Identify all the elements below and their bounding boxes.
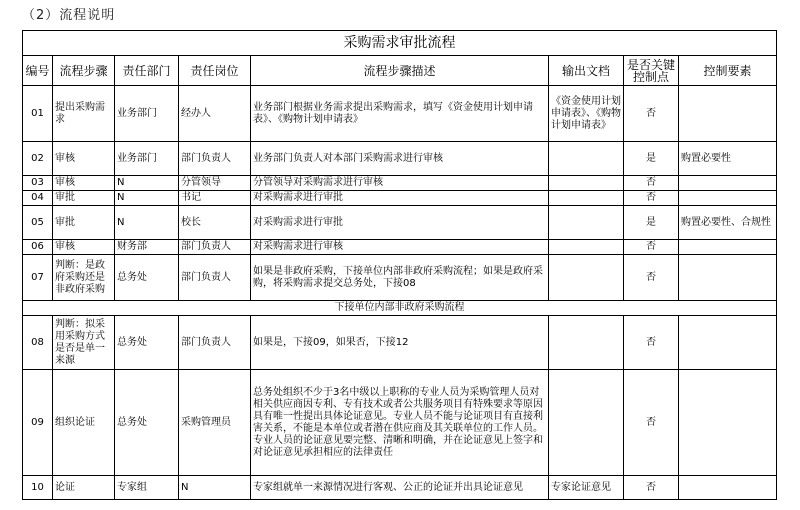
- row-key: 否: [624, 255, 679, 301]
- row-key: 否: [624, 316, 679, 370]
- row-id: 03: [23, 176, 53, 191]
- table-row: [23, 476, 777, 500]
- row-post: 部门负责人: [179, 316, 251, 370]
- row-desc: 对采购需求进行审核: [251, 240, 549, 255]
- row-ctrl: 购置必要性: [679, 142, 777, 176]
- table-row: [23, 176, 777, 191]
- row-id: 09: [23, 370, 53, 476]
- row-ctrl: 购置必要性、合规性: [679, 206, 777, 240]
- row-key: 否: [624, 86, 679, 142]
- row-desc: 分管领导对采购需求进行审核: [251, 176, 549, 191]
- row-doc: [549, 142, 624, 176]
- header-key: 是否关键控制点: [624, 56, 679, 86]
- row-key: 否: [624, 176, 679, 191]
- row-post: 分管领导: [179, 176, 251, 191]
- table-row: [23, 191, 777, 206]
- row-key: 否: [624, 476, 679, 500]
- row-doc: [549, 255, 624, 301]
- table-row: [23, 142, 777, 176]
- table-row: [23, 255, 777, 301]
- row-desc: 如果是，下接09，如果否，下接12: [251, 316, 549, 370]
- row-post: 书记: [179, 191, 251, 206]
- header-post: 责任岗位: [179, 56, 251, 86]
- table-row: [23, 206, 777, 240]
- row-desc: 对采购需求进行审批: [251, 206, 549, 240]
- row-post: 经办人: [179, 86, 251, 142]
- row-key: 否: [624, 191, 679, 206]
- table-row: [23, 240, 777, 255]
- header-dept: 责任部门: [115, 56, 179, 86]
- row-id: 02: [23, 142, 53, 176]
- row-dept: 业务部门: [115, 86, 179, 142]
- table-row: [23, 316, 777, 370]
- header-ctrl: 控制要素: [679, 56, 777, 86]
- row-dept: 总务处: [115, 255, 179, 301]
- row-doc: 专家论证意见: [549, 476, 624, 500]
- row-ctrl: [679, 191, 777, 206]
- row-id: 08: [23, 316, 53, 370]
- row-ctrl: [679, 476, 777, 500]
- row-step: 组织论证: [53, 370, 115, 476]
- row-id: 10: [23, 476, 53, 500]
- row-ctrl: [679, 240, 777, 255]
- table-title: 采购需求审批流程: [23, 31, 777, 56]
- row-dept: 财务部: [115, 240, 179, 255]
- row-doc: [549, 206, 624, 240]
- header-step: 流程步骤: [53, 56, 115, 86]
- row-dept: N: [115, 176, 179, 191]
- row-dept: 总务处: [115, 316, 179, 370]
- row-id: 07: [23, 255, 53, 301]
- row-doc: [549, 370, 624, 476]
- row-step: 审核: [53, 142, 115, 176]
- row-doc: [549, 240, 624, 255]
- row-desc: 如果是非政府采购，下接单位内部非政府采购流程；如果是政府采购，将采购需求提交总务处，下接08: [251, 255, 549, 301]
- row-dept: 业务部门: [115, 142, 179, 176]
- row-id: 06: [23, 240, 53, 255]
- row-id: 04: [23, 191, 53, 206]
- section-heading: （2）流程说明: [22, 8, 116, 23]
- row-post: 部门负责人: [179, 240, 251, 255]
- row-step: 审批: [53, 206, 115, 240]
- row-key: 否: [624, 240, 679, 255]
- row-post: 部门负责人: [179, 142, 251, 176]
- row-step: 判断：拟采用采购方式是否是单一来源: [53, 316, 115, 370]
- row-step: 审批: [53, 191, 115, 206]
- subheading-row: 下接单位内部非政府采购流程: [23, 301, 777, 316]
- table-row: [23, 370, 777, 476]
- row-desc: 对采购需求进行审批: [251, 191, 549, 206]
- row-step: 提出采购需求: [53, 86, 115, 142]
- procurement-approval-table: [22, 30, 776, 500]
- row-ctrl: [679, 176, 777, 191]
- row-ctrl: [679, 86, 777, 142]
- row-ctrl: [679, 255, 777, 301]
- row-step: 论证: [53, 476, 115, 500]
- table-row: [23, 86, 777, 142]
- row-key: 是: [624, 142, 679, 176]
- row-dept: N: [115, 206, 179, 240]
- row-post: N: [179, 476, 251, 500]
- row-dept: 总务处: [115, 370, 179, 476]
- row-desc: 业务部门根据业务需求提出采购需求，填写《资金使用计划申请表》、《购物计划申请表》: [251, 86, 549, 142]
- row-step: 判断：是政府采购还是非政府采购: [53, 255, 115, 301]
- row-ctrl: [679, 316, 777, 370]
- row-desc: 专家组就单一来源情况进行客观、公正的论证并出具论证意见: [251, 476, 549, 500]
- header-desc: 流程步骤描述: [251, 56, 549, 86]
- row-id: 05: [23, 206, 53, 240]
- row-dept: N: [115, 191, 179, 206]
- row-post: 采购管理员: [179, 370, 251, 476]
- row-desc: 业务部门负责人对本部门采购需求进行审核: [251, 142, 549, 176]
- row-doc: [549, 191, 624, 206]
- row-doc: [549, 176, 624, 191]
- row-doc: 《资金使用计划申请表》、《购物计划申请表》: [549, 86, 624, 142]
- header-doc: 输出文档: [549, 56, 624, 86]
- header-id: 编号: [23, 56, 53, 86]
- row-key: 是: [624, 206, 679, 240]
- row-step: 审核: [53, 240, 115, 255]
- row-ctrl: [679, 370, 777, 476]
- row-doc: [549, 316, 624, 370]
- row-dept: 专家组: [115, 476, 179, 500]
- row-post: 校长: [179, 206, 251, 240]
- row-post: 部门负责人: [179, 255, 251, 301]
- row-step: 审核: [53, 176, 115, 191]
- row-key: 否: [624, 370, 679, 476]
- row-id: 01: [23, 86, 53, 142]
- row-desc: 总务处组织不少于3名中级以上职称的专业人员为采购管理人员对相关供应商因专利、专有技术或者公共服务项目有特殊要求等原因具有唯一性提出具体论证意见。专业人员不能与论证项目有直接利害关系，不能是本单位或者潜在供应商及其关联单位的工作人员。专业人员的论证意见要完整、清晰和明确，并在论证意见上签字和对论证意见承担相应的法律责任: [251, 370, 549, 476]
